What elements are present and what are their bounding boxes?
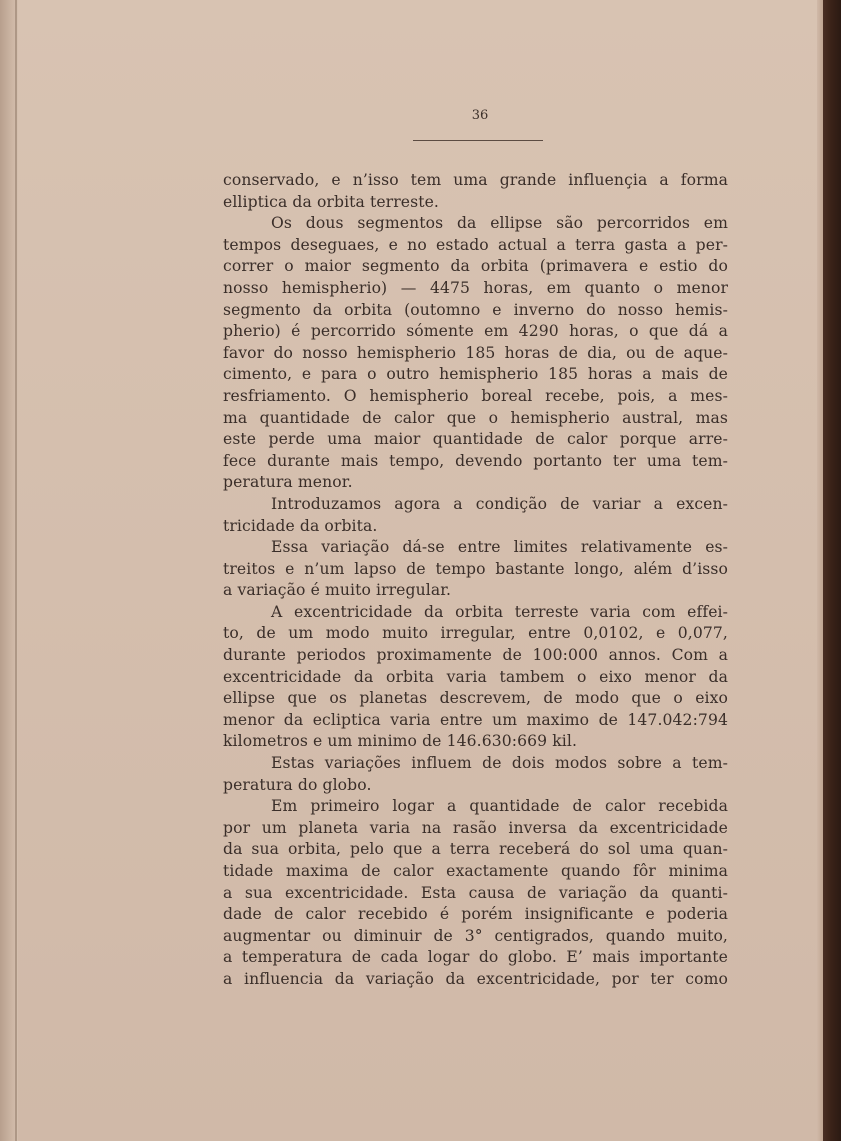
text-line: pherio) é percorrido sómente em 4290 horas, o que dá a xyxy=(223,322,728,341)
text-line: a sua excentricidade. Esta causa de variação da quanti- xyxy=(223,883,728,902)
text-line: menor da ecliptica varia entre um maximo de 147.042:794 xyxy=(223,710,728,729)
text-line: ma quantidade de calor que o hemispherio austral, mas xyxy=(223,408,728,427)
text-line: favor do nosso hemispherio 185 horas de dia, ou de aque- xyxy=(223,343,728,362)
page-number: 36 xyxy=(471,108,489,123)
book-cover-edge xyxy=(823,0,841,1141)
text-line: tidade maxima de calor exactamente quando fôr minima xyxy=(223,862,728,880)
text-line: to, de um modo muito irregular, entre 0,0102, e 0,077, xyxy=(223,624,728,643)
text-line: nosso hemispherio) — 4475 horas, em quanto o menor xyxy=(223,278,728,297)
text-line: peratura menor. xyxy=(223,473,353,492)
text-line: tricidade da orbita. xyxy=(223,516,378,535)
text-line: Em primeiro logar a quantidade de calor recebida xyxy=(271,797,728,816)
text-line: por um planeta varia na rasão inversa da excentricidade xyxy=(223,818,728,837)
text-line: augmentar ou diminuir de 3° centigrados, quando muito, xyxy=(223,926,728,945)
text-line: a influencia da variação da excentricidade, por ter como xyxy=(223,969,728,988)
text-line: kilometros e um minimo de 146.630:669 kil. xyxy=(223,732,578,751)
text-line: Os dous segmentos da ellipse são percorridos em xyxy=(271,214,728,233)
text-line: resfriamento. O hemispherio boreal recebe, pois, a mes- xyxy=(223,386,728,405)
text-line: da sua orbita, pelo que a terra receberá do sol uma quan- xyxy=(223,840,728,859)
header-rule xyxy=(413,140,543,141)
text-line: ellipse que os planetas descrevem, de modo que o eixo xyxy=(223,689,728,708)
text-line: fece durante mais tempo, devendo portanto ter uma tem- xyxy=(223,451,728,470)
text-line: A excentricidade da orbita terreste varia com effei- xyxy=(271,602,728,621)
body-text xyxy=(223,170,728,991)
text-line: este perde uma maior quantidade de calor porque arre- xyxy=(223,430,728,449)
text-line: peratura do globo. xyxy=(223,775,372,794)
text-line: a variação é muito irregular. xyxy=(223,581,452,600)
text-line: segmento da orbita (outomno e inverno do nosso hemis- xyxy=(223,300,728,319)
text-line: excentricidade da orbita varia tambem o eixo menor da xyxy=(223,667,728,686)
text-line: dade de calor recebido é porém insignificante e poderia xyxy=(223,905,728,924)
text-line: treitos e n’um lapso de tempo bastante longo, além d’isso xyxy=(223,559,728,578)
text-line: elliptica da orbita terreste. xyxy=(223,192,439,211)
text-line: conservado, e n’isso tem uma grande influençia a forma xyxy=(223,171,728,189)
text-line: cimento, e para o outro hemispherio 185 horas a mais de xyxy=(223,365,728,384)
text-line: a temperatura de cada logar do globo. E’ mais importante xyxy=(223,948,728,967)
text-line: Essa variação dá-se entre limites relativamente es- xyxy=(271,538,728,557)
text-line: correr o maior segmento da orbita (primavera e estio do xyxy=(223,257,728,276)
binding-edge xyxy=(15,0,17,1141)
text-line: Introduzamos agora a condição de variar a excen- xyxy=(271,494,728,513)
text-line: durante periodos proximamente de 100:000 annos. Com a xyxy=(223,646,728,665)
text-line: tempos deseguaes, e no estado actual a terra gasta a per- xyxy=(223,235,728,254)
text-line: Estas variações influem de dois modos sobre a tem- xyxy=(271,754,728,773)
